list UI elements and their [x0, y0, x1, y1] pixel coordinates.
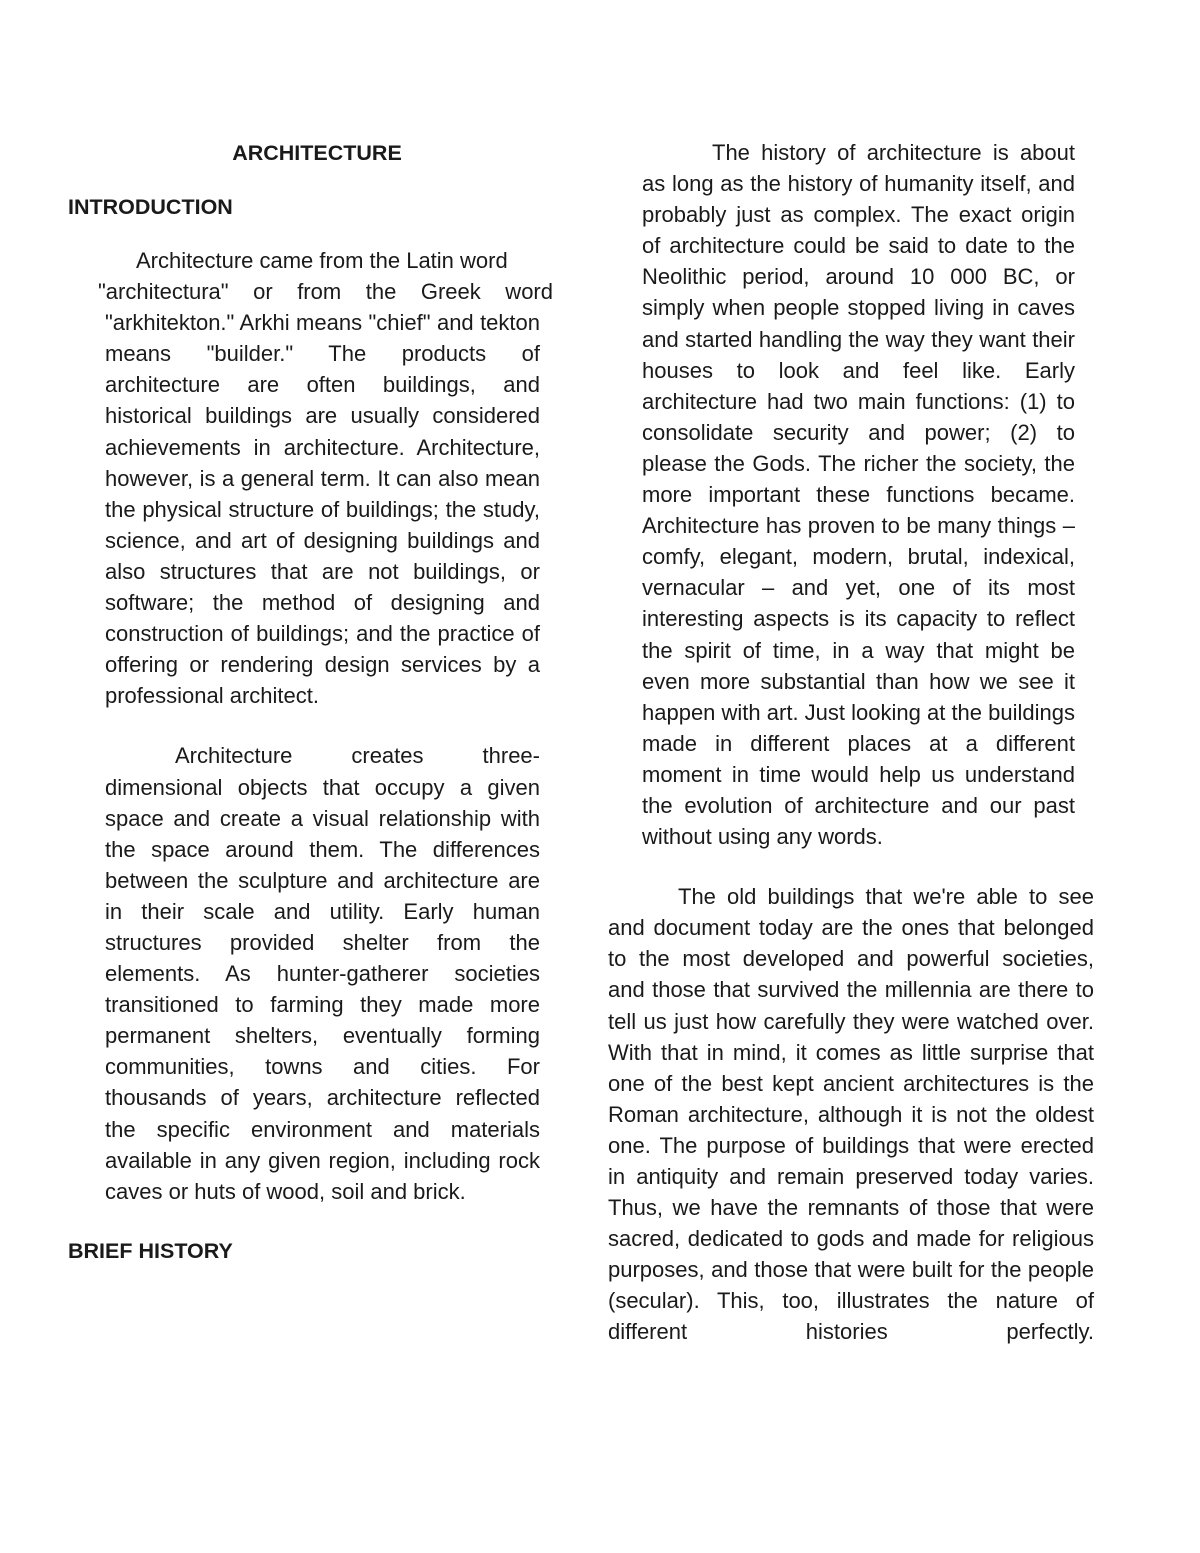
intro-paragraph-1-body: "arkhitekton." Arkhi means "chief" and tekton means "builder." The products of architecture are often buildings, and historical buildings are usually considered achievements in architecture. Architecture, however, is a general term. It can also mean the physical structure of buildings; the study, science, and art of designing buildings and also structures that are not buildings, or software; the method of designing and construction of buildings; and the practice of offering or rendering design services by a professional architect.: [105, 310, 540, 709]
intro-paragraph-1-line-2: "architectura" or from the Greek word: [98, 279, 553, 305]
right-column: [608, 137, 1098, 1348]
left-column: [68, 137, 553, 1289]
history-paragraph-1: The history of architecture is about as long as the history of humanity itself, and probably just as complex. The exact origin of architecture could be said to date to the Neolithic period, around 10 000 BC, or simply when people stopped living in caves and started handling the way they want their houses to look and feel like. Early architecture had two main functions: (1) to consolidate security and power; (2) to please the Gods. The richer the society, the more important these functions became. Architecture has proven to be many things – comfy, elegant, modern, brutal, indexical, vernacular – and yet, one of its most interesting aspects is its capacity to reflect the spirit of time, in a way that might be even more substantial than how we see it happen with art. Just looking at the buildings made in different places at a different moment in time would help us understand the evolution of architecture and our past without using any words.: [642, 140, 1075, 850]
introduction-heading: INTRODUCTION: [68, 195, 233, 219]
intro-paragraph-2: Architecture creates three-dimensional objects that occupy a given space and create a visual relationship with the space around them. The differences between the sculpture and architecture are in their scale and utility. Early human structures provided shelter from the elements. As hunter-gatherer societies transitioned to farming they made more permanent shelters, eventually forming communities, towns and cities. For thousands of years, architecture reflected the specific environment and materials available in any given region, including rock caves or huts of wood, soil and brick.: [105, 743, 540, 1204]
document-title: ARCHITECTURE: [232, 141, 402, 165]
intro-paragraph-1-line-1: Architecture came from the Latin word: [136, 248, 508, 273]
brief-history-heading: BRIEF HISTORY: [68, 1238, 233, 1263]
history-paragraph-2: The old buildings that we're able to see and document today are the ones that belonged to the most developed and powerful societies, and those that survived the millennia are there to tell us just how carefully they were watched over. With that in mind, it comes as little surprise that one of the best kept ancient architectures is the Roman architecture, although it is not the oldest one. The purpose of buildings that were erected in antiquity and remain preserved today varies. Thus, we have the remnants of those that were sacred, dedicated to gods and made for religious purposes, and those that were built for the people (secular). This, too, illustrates the nature of different histories perfectly.: [608, 884, 1094, 1345]
intro-paragraph-1: [68, 245, 553, 711]
